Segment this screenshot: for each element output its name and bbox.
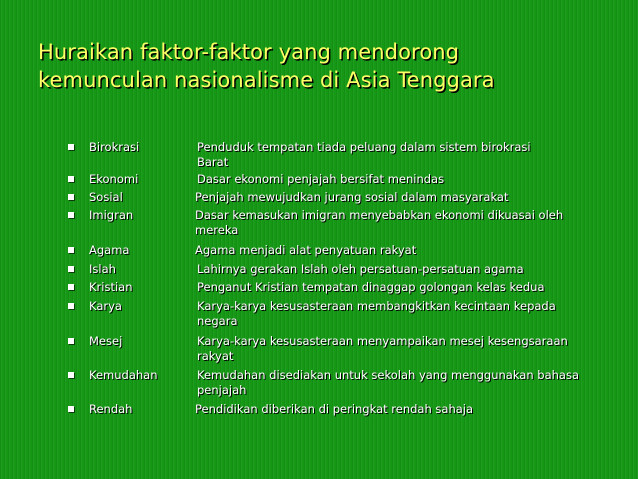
- factor-term: Kemudahan: [89, 368, 158, 382]
- factor-term: Rendah: [89, 402, 133, 416]
- square-bullet-icon: [68, 338, 74, 344]
- description-line: Penduduk tempatan tiada peluang dalam sistem birokrasi: [197, 140, 531, 154]
- square-bullet-icon: [68, 372, 74, 378]
- description-line: Agama menjadi alat penyatuan rakyat: [195, 243, 417, 257]
- description-line: Penganut Kristian tempatan dinaggap golongan kelas kedua: [197, 280, 545, 294]
- factor-description: [197, 140, 622, 170]
- description-line: Kemudahan disediakan untuk sekolah yang menggunakan bahasa: [197, 368, 579, 382]
- factor-term: Birokrasi: [89, 140, 140, 154]
- factor-description: [197, 172, 622, 187]
- description-line: Karya-karya kesusasteraan membangkitkan kecintaan kepada: [197, 299, 556, 313]
- description-line: rakyat: [197, 349, 234, 363]
- factor-term: Ekonomi: [89, 172, 139, 186]
- square-bullet-icon: [68, 303, 74, 309]
- square-bullet-icon: [68, 284, 74, 290]
- factor-description: [197, 299, 622, 329]
- description-line: Dasar ekonomi penjajah bersifat menindas: [197, 172, 445, 186]
- factor-description: [197, 280, 622, 295]
- square-bullet-icon: [68, 247, 74, 253]
- description-line: Lahirnya gerakan Islah oleh persatuan-persatuan agama: [197, 262, 524, 276]
- square-bullet-icon: [68, 266, 74, 272]
- description-line: negara: [197, 314, 238, 328]
- factor-description: [195, 402, 620, 417]
- square-bullet-icon: [68, 212, 74, 218]
- description-line: mereka: [195, 223, 239, 237]
- factor-description: [195, 190, 620, 205]
- factor-description: [197, 262, 622, 277]
- slide-title-line-2: kemunculan nasionalisme di Asia Tenggara: [38, 68, 495, 92]
- factor-term: Imigran: [89, 208, 134, 222]
- factor-term: Sosial: [89, 190, 123, 204]
- factor-term: Kristian: [89, 280, 133, 294]
- square-bullet-icon: [68, 176, 74, 182]
- description-line: Karya-karya kesusasteraan menyampaikan mesej kesengsaraan: [197, 334, 568, 348]
- description-line: Dasar kemasukan imigran menyebabkan ekonomi dikuasai oleh: [195, 208, 564, 222]
- description-line: Pendidikan diberikan di peringkat rendah sahaja: [195, 402, 474, 416]
- description-line: Barat: [197, 155, 229, 169]
- description-line: penjajah: [197, 383, 247, 397]
- factor-term: Karya: [89, 299, 122, 313]
- square-bullet-icon: [68, 144, 74, 150]
- factor-description: [195, 208, 620, 238]
- square-bullet-icon: [68, 406, 74, 412]
- factor-term: Islah: [89, 262, 116, 276]
- factor-description: [195, 243, 620, 258]
- factor-description: [197, 368, 622, 398]
- factor-term: Mesej: [89, 334, 123, 348]
- square-bullet-icon: [68, 194, 74, 200]
- slide-title-line-1: Huraikan faktor-faktor yang mendorong: [38, 40, 460, 64]
- factor-description: [197, 334, 622, 364]
- description-line: Penjajah mewujudkan jurang sosial dalam masyarakat: [195, 190, 509, 204]
- factor-term: Agama: [89, 243, 130, 257]
